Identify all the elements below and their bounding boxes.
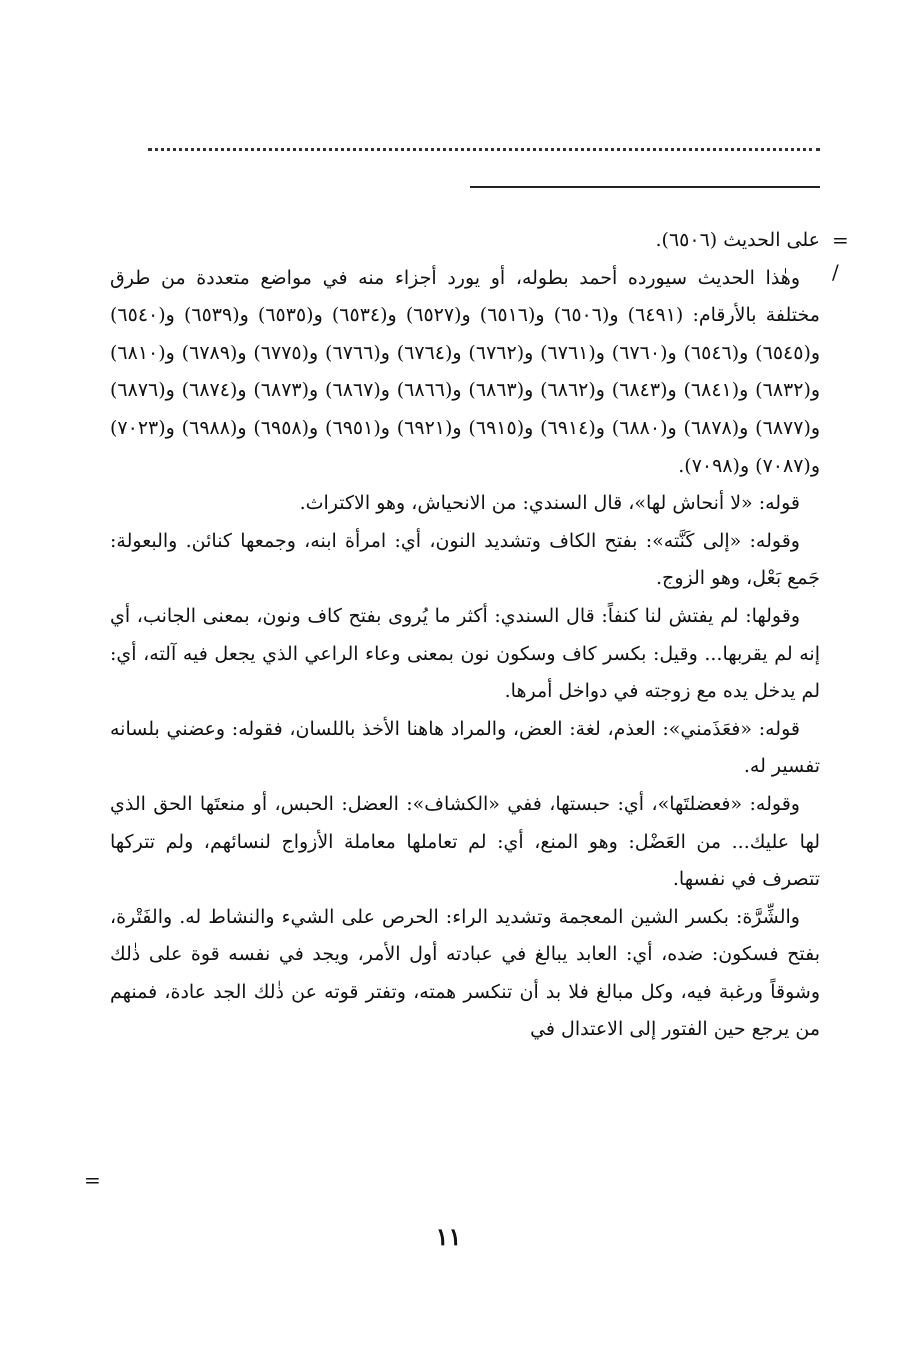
footnote-paragraph-4: وقوله: «إلى كَنَّته»: بفتح الكاف وتشديد النون، أي: امرأة ابنه، وجمعها كنائن. والبعولة: جَمع بَعْل، وهو الزوج.	[110, 529, 820, 590]
page-number: ١١	[435, 1222, 462, 1251]
footnote-paragraph-3: قوله: «لا أنحاش لها»، قال السندي: من الانحياش، وهو الاكتراث.	[299, 492, 800, 515]
slash-marker: /	[832, 260, 839, 284]
footnote-paragraph-5: وقولها: لم يفتش لنا كنفاً: قال السندي: أكثر ما يُروى بفتح كاف ونون، بمعنى الجانب، أي إنه لم يقربها... وقيل: بكسر كاف وسكون نون بمعنى وعاء الراعي الذي يجعل فيه آلته، أي: لم يدخل يده مع زوجته في دواخل أمرها.	[110, 604, 820, 703]
continuation-marker-end: =	[84, 1168, 101, 1192]
footnote-paragraph-1: على الحديث (٦٥٠٦).	[655, 229, 820, 251]
footnote-paragraph-7: وقوله: «فعضلتَها»، أي: حبستها، ففي «الكشاف»: العضل: الحبس، أو منعتَها الحق الذي لها عليك... من العَضْل: وهو المنع، أي: لم تعاملها معاملة الأزواج لنسائهم، ولم تتركها تتصرف في نفسها.	[110, 792, 820, 891]
footnote-paragraph-2: وهٰذا الحديث سيورده أحمد بطوله، أو يورد أجزاء منه في مواضع متعددة من طرق مختلفة بالأرقام: (٦٤٩١) و(٦٥٠٦) و(٦٥١٦) و(٦٥٢٧) و(٦٥٣٤) و(٦٥٣٥) و(٦٥٣٩) و(٦٥٤٠) و(٦٥٤٥) و(٦٥٤٦) و(٦٧٦٠) و(٦٧٦١) و(٦٧٦٢) و(٦٧٦٤) و(٦٧٦٦) و(٦٧٧٥) و(٦٧٨٩) و(٦٨١٠) و(٦٨٣٢) و(٦٨٤١) و(٦٨٤٣) و(٦٨٦٢) و(٦٨٦٣) و(٦٨٦٦) و(٦٨٦٧) و(٦٨٧٣) و(٦٨٧٤) و(٦٨٧٦) و(٦٨٧٧) و(٦٨٧٨) و(٦٨٨٠) و(٦٩١٤) و(٦٩١٥) و(٦٩٢١) و(٦٩٥١) و(٦٩٥٨) و(٦٩٨٨) و(٧٠٢٣) و(٧٠٨٧) و(٧٠٩٨).	[110, 266, 821, 477]
dotted-separator	[148, 148, 820, 151]
footnote-rule	[470, 186, 820, 188]
footnote-paragraph-8: والشِّرَّة: بكسر الشين المعجمة وتشديد الراء: الحرص على الشيء والنشاط له. والفَتْرة، بفتح فسكون: ضده، أي: العابد يبالغ في عبادته أول الأمر، ويجد في نفسه قوة على ذٰلك وشوقاً ورغبة فيه، وكل مبالغ فلا بد أن تنكسر همته، وتفتر قوته عن ذٰلك الجد عادة، فمنهم من يرجع حين الفتور إلى الاعتدال في	[110, 905, 820, 1041]
footnote-paragraph-6: قوله: «فعَذَمني»: العذم، لغة: العض، والمراد هاهنا الأخذ باللسان، فقوله: وعضني بلسانه تفسير له.	[110, 717, 820, 778]
continuation-marker-start: =	[832, 228, 849, 252]
footnote-body	[110, 222, 820, 1049]
